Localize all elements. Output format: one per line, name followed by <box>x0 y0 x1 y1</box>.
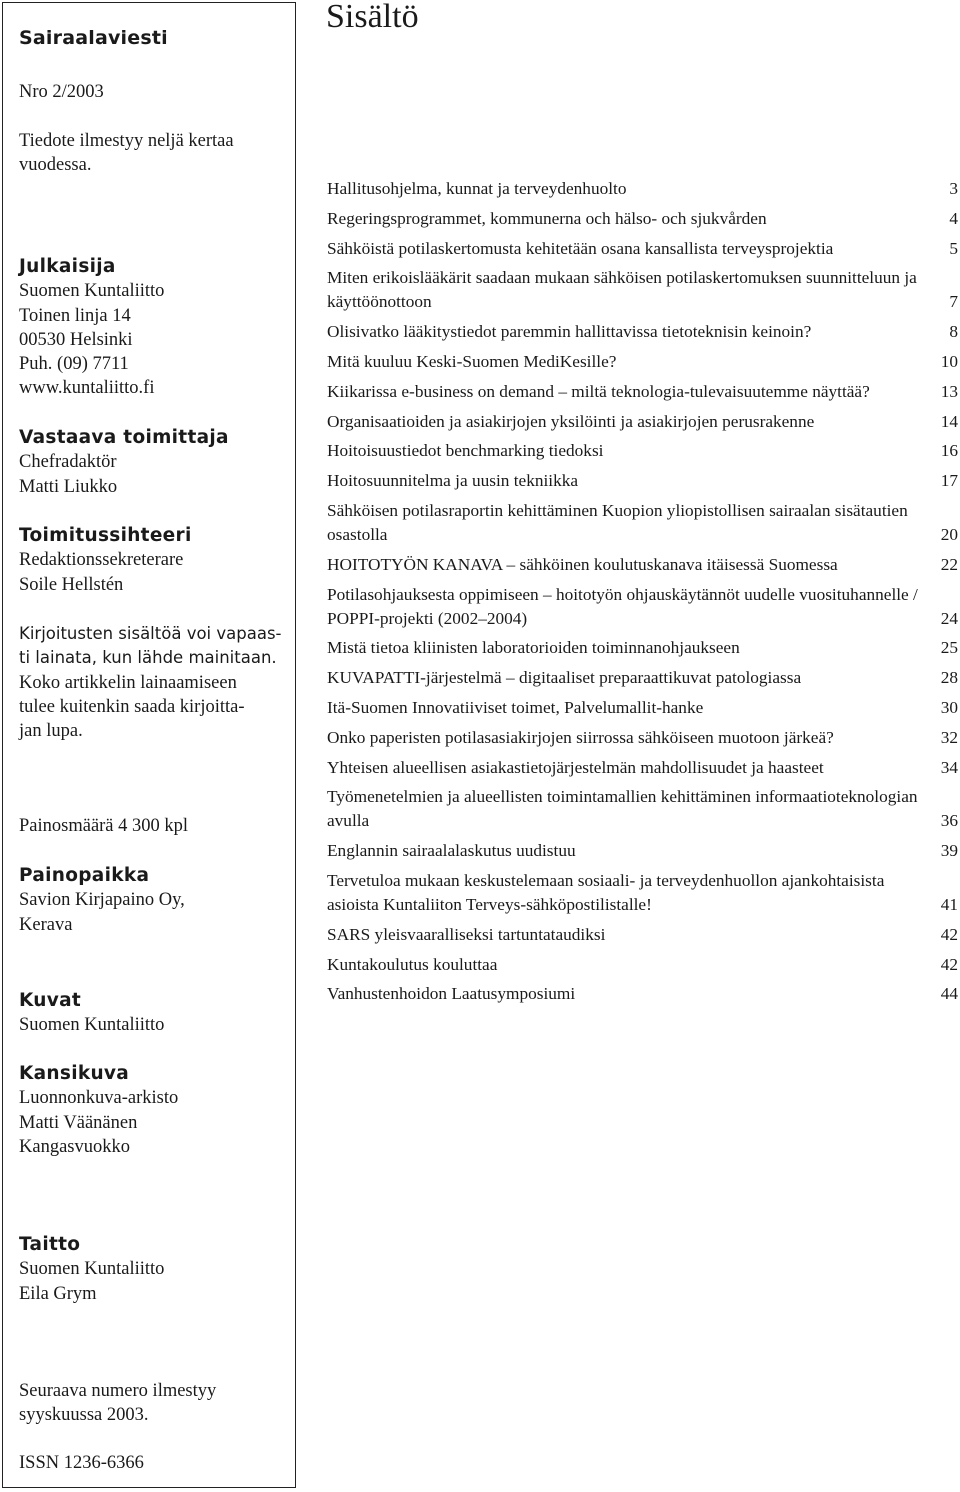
copyright-note: Kirjoitusten sisältöä voi vapaas- ti lainata, kun lähde mainitaan. Koko artikkelin lainaamiseen tulee kuitenkin saada kirjoitta- jan lupa. <box>19 624 282 742</box>
toc-entry-title: Englannin sairaalalaskutus uudistuu <box>327 841 576 861</box>
toc-entry-title: Hoitosuunnitelma ja uusin tekniikka <box>327 471 579 491</box>
toc-entry-page: 3 <box>949 179 958 198</box>
toc-entry-page: 13 <box>940 381 958 401</box>
photos-heading: Kuvat <box>19 990 82 1011</box>
toc-entry <box>327 785 958 833</box>
toc-entry-page: 20 <box>940 524 958 544</box>
toc-entry <box>327 636 958 660</box>
toc-entry-title: Tervetuloa mukaan keskustelemaan sosiaali- ja terveydenhuollon ajankohtaisista asioista Kuntaliiton Terveys-sähköpostilistalle! <box>327 870 885 914</box>
toc-entry <box>327 553 958 577</box>
toc-entry-page: 39 <box>940 841 958 861</box>
layout-heading: Taitto <box>19 1234 81 1255</box>
toc-entry <box>327 320 958 344</box>
toc-entry-page: 28 <box>940 668 958 688</box>
toc-entry-page: 4 <box>949 208 958 228</box>
page-title: Sisältö <box>326 0 419 35</box>
toc-entry-page: 8 <box>949 322 958 342</box>
toc-entry-title: Olisivatko lääkitystiedot paremmin hallittavissa tietoteknisin keinoin? <box>327 322 812 342</box>
layout-block: Taitto Suomen Kuntaliitto Eila Grym <box>19 1233 287 1306</box>
frequency-note: Tiedote ilmestyy neljä kertaa vuodessa. <box>19 131 234 176</box>
toc-entry-page: 5 <box>949 238 958 258</box>
toc-entry-page: 44 <box>940 984 958 1004</box>
toc-entry <box>327 410 958 434</box>
secretary-heading: Toimitussihteeri <box>19 525 192 546</box>
toc-entry-title: Mitä kuuluu Keski-Suomen MediKesille? <box>327 351 617 371</box>
toc-entry <box>327 380 958 404</box>
toc-entry-title: Mistä tietoa kliinisten laboratorioiden toiminnanohjaukseen <box>327 638 740 658</box>
toc-entry-page: 41 <box>940 894 958 914</box>
toc-entry-title: HOITOTYÖN KANAVA – sähköinen koulutuskanava itäisessä Suomessa <box>327 554 838 574</box>
secretary-block: Toimitussihteeri Redaktionssekreterare Soile Hellstén <box>19 524 287 597</box>
issn: ISSN 1236-6366 <box>19 1453 144 1473</box>
cover-heading: Kansikuva <box>19 1063 130 1084</box>
toc-entry <box>327 696 958 720</box>
toc-entry <box>327 499 958 547</box>
toc-entry-page: 30 <box>940 697 958 717</box>
toc-entry-title: Kiikarissa e-business on demand – miltä teknologia-tulevaisuutemme näyttää? <box>327 381 870 401</box>
toc-entry <box>327 982 958 1006</box>
circulation: Painosmäärä 4 300 kpl <box>19 816 189 836</box>
table-of-contents <box>327 177 958 1012</box>
toc-entry-page: 32 <box>940 727 958 747</box>
toc-entry-page: 42 <box>940 924 958 944</box>
toc-entry-page: 25 <box>940 638 958 658</box>
toc-entry-title: Regeringsprogrammet, kommunerna och hälso- och sjukvården <box>327 208 767 228</box>
toc-entry-title: Työmenetelmien ja alueellisten toimintamallien kehittäminen informaatioteknologian avulla <box>327 787 918 831</box>
toc-entry-title: Vanhustenhoidon Laatusymposiumi <box>327 984 576 1004</box>
toc-entry-page: 10 <box>940 351 958 371</box>
toc-entry <box>327 237 958 261</box>
toc-entry <box>327 869 958 917</box>
toc-entry <box>327 726 958 750</box>
publisher-block: Julkaisija Suomen Kuntaliitto Toinen linja 14 00530 Helsinki Puh. (09) 7711 www.kuntaliitto.fi <box>19 255 287 401</box>
editor-heading: Vastaava toimittaja <box>19 427 229 448</box>
publisher-website: www.kuntaliitto.fi <box>19 378 155 399</box>
toc-entry-title: Sähköistä potilaskertomusta kehitetään osana kansallista terveysprojektia <box>327 238 834 258</box>
toc-entry-title: KUVAPATTI-järjestelmä – digitaaliset preparaattikuvat patologiassa <box>327 668 802 688</box>
printer-block: Painopaikka Savion Kirjapaino Oy, Kerava <box>19 864 287 937</box>
toc-entry-title: Yhteisen alueellisen asiakastietojärjestelmän mahdollisuudet ja haasteet <box>327 757 824 777</box>
toc-entry-title: SARS yleisvaaralliseksi tartuntataudiksi <box>327 924 606 944</box>
toc-entry-title: Potilasohjauksesta oppimiseen – hoitotyön ohjauskäytännöt uudelle vuosituhannelle / POPPI-projekti (2002–2004) <box>327 584 918 628</box>
publisher-heading: Julkaisija <box>19 256 116 277</box>
printer-heading: Painopaikka <box>19 865 150 886</box>
toc-entry <box>327 953 958 977</box>
toc-entry <box>327 207 958 231</box>
toc-entry-page: 14 <box>940 411 958 431</box>
toc-entry <box>327 469 958 493</box>
toc-entry-title: Sähköisen potilasraportin kehittäminen Kuopion yliopistollisen sairaalan sisätautien osastolla <box>327 500 908 544</box>
toc-entry-title: Miten erikoislääkärit saadaan mukaan sähköisen potilaskertomuksen suunnitteluun ja käyttöönottoon <box>327 268 917 312</box>
toc-entry-title: Kuntakoulutus kouluttaa <box>327 954 498 974</box>
toc-entry-title: Hallitusohjelma, kunnat ja terveydenhuolto <box>327 179 627 198</box>
toc-entry-page: 42 <box>940 954 958 974</box>
toc-entry-title: Hoitoisuustiedot benchmarking tiedoksi <box>327 441 604 461</box>
cover-block: Kansikuva Luonnonkuva-arkisto Matti Väänänen Kangasvuokko <box>19 1062 287 1159</box>
toc-entry-page: 16 <box>940 441 958 461</box>
toc-entry <box>327 666 958 690</box>
toc-entry <box>327 583 958 631</box>
toc-entry <box>327 177 958 201</box>
toc-entry <box>327 923 958 947</box>
issue-number: Nro 2/2003 <box>19 82 104 102</box>
toc-entry <box>327 266 958 314</box>
next-issue-note: Seuraava numero ilmestyy syyskuussa 2003. <box>19 1381 217 1426</box>
toc-entry <box>327 350 958 374</box>
toc-entry-page: 36 <box>940 811 958 831</box>
masthead-sidebar <box>2 2 296 1488</box>
toc-entry-page: 34 <box>940 757 958 777</box>
photos-block: Kuvat Suomen Kuntaliitto <box>19 989 287 1038</box>
toc-entry <box>327 756 958 780</box>
toc-entry-page: 7 <box>949 292 958 312</box>
toc-entry-title: Onko paperisten potilasasiakirjojen siirrossa sähköiseen muotoon järkeä? <box>327 727 834 747</box>
toc-entry-title: Organisaatioiden ja asiakirjojen yksilöinti ja asiakirjojen perusrakenne <box>327 411 815 431</box>
toc-entry-page: 17 <box>940 471 958 491</box>
editor-block: Vastaava toimittaja Chefradaktör Matti Liukko <box>19 426 287 499</box>
publication-title: Sairaalaviesti <box>19 27 168 49</box>
toc-entry <box>327 839 958 863</box>
toc-entry-page: 22 <box>940 554 958 574</box>
toc-entry-title: Itä-Suomen Innovatiiviset toimet, Palvelumallit-hanke <box>327 697 704 717</box>
toc-entry <box>327 439 958 463</box>
toc-entry-page: 24 <box>940 608 958 628</box>
